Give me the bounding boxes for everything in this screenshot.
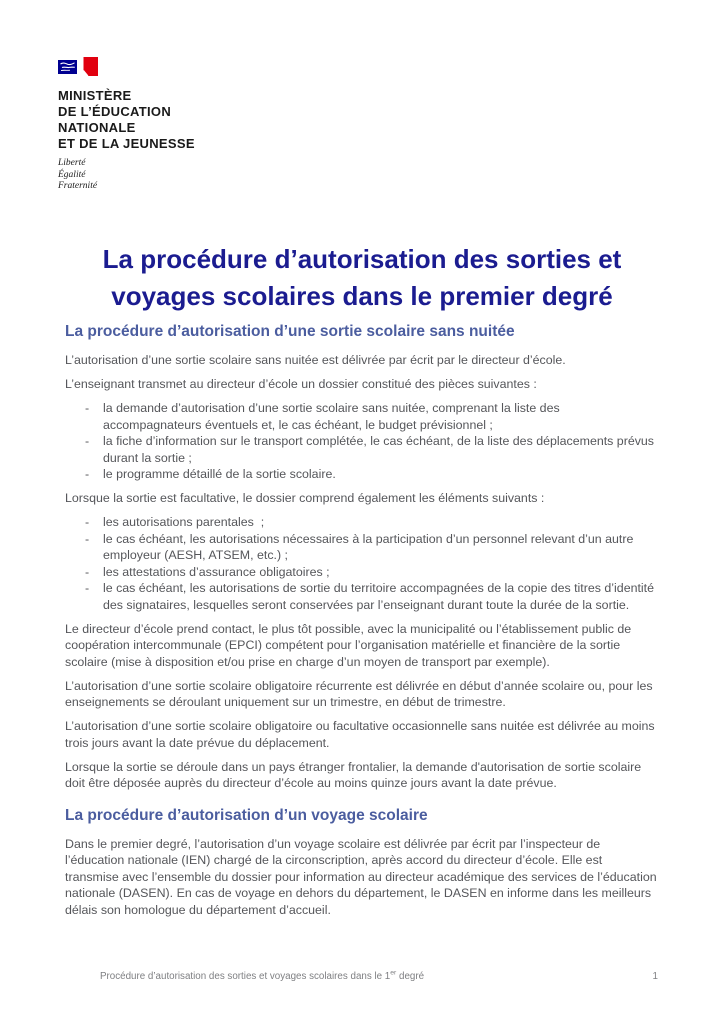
republic-motto xyxy=(58,158,195,193)
list-item-text: le cas échéant, les autorisations de sortie du territoire accompagnées de la copie des titres d’identité des signataires, lesquelles seront conservées par l’enseignant durant toute la durée de la sortie. xyxy=(103,581,655,612)
list-item xyxy=(85,514,659,531)
list-item xyxy=(85,531,659,564)
list-item xyxy=(85,433,659,466)
page-title xyxy=(65,241,659,315)
list-item-text: la fiche d’information sur le transport complétée, le cas échéant, de la liste des déplacements prévus durant la sortie ; xyxy=(103,434,654,465)
list-item-text: la demande d’autorisation d’une sortie scolaire sans nuitée, comprenant la liste des accompagnateurs éventuels et, le cas échéant, le budget prévisionnel ; xyxy=(103,401,560,432)
dash-bullet: - xyxy=(85,564,90,579)
list-item xyxy=(85,580,659,613)
ministry-logo-block xyxy=(58,57,195,193)
paragraph: L’autorisation d’une sortie scolaire obligatoire récurrente est délivrée en début d’année scolaire ou, pour les enseignements se déroulant uniquement sur un trimestre, en début de trimestre. xyxy=(65,678,653,709)
paragraph: Lorsque la sortie est facultative, le dossier comprend également les éléments suivants : xyxy=(65,491,545,505)
footer-title-ordinal: er xyxy=(390,969,397,977)
paragraph: L’autorisation d’une sortie scolaire sans nuitée est délivrée par écrit par le directeur d’école. xyxy=(65,353,566,367)
ministry-name-line: ET DE LA JEUNESSE xyxy=(58,136,195,151)
dash-bullet: - xyxy=(85,515,90,529)
section-heading-sortie-sans-nuitee: La procédure d’autorisation d’une sortie scolaire sans nuitée xyxy=(65,323,515,340)
paragraph: Lorsque la sortie se déroule dans un pays étranger frontalier, la demande d'autorisation de sortie scolaire doit être déposée auprès du directeur d’école au moins quinze jours avant la date prévue. xyxy=(65,759,642,790)
section-heading-voyage-scolaire: La procédure d’autorisation d’un voyage scolaire xyxy=(65,806,428,824)
footer-title xyxy=(100,971,424,983)
paragraph: Le directeur d’école prend contact, le plus tôt possible, avec la municipalité ou l’établissement public de coopération intercommunale (EPCI) compétent pour l’organisation matérielle et financière de la sortie scolaire (mise à disposition et/ou prise en charge d’un moyen de transport par exemple). xyxy=(65,621,632,669)
dash-bullet: - xyxy=(85,531,90,546)
paragraph: L’autorisation d’une sortie scolaire obligatoire ou facultative occasionnelle sans nuitée est délivrée au moins trois jours avant la date prévue du déplacement. xyxy=(65,719,655,750)
list-item-text: les autorisations parentales ; xyxy=(103,515,265,529)
page-title-line-2: voyages scolaires dans le premier degré xyxy=(111,281,613,311)
motto-line: Liberté xyxy=(58,158,86,168)
paragraph: Dans le premier degré, l’autorisation d’un voyage scolaire est délivrée par écrit par l’inspecteur de l’éducation nationale (IEN) chargé de la circonscription, après accord du directeur d’école. Elle est transmise avec l’ensemble du dossier pour information au directeur académique des services de l’éducation nationale (DASEN). En cas de voyage en dehors du département, le DASEN en informe dans les meilleurs délais son homologue du département d’accueil. xyxy=(65,836,657,917)
dash-bullet: - xyxy=(85,581,90,595)
ministry-name-line: MINISTÈRE xyxy=(58,88,132,103)
ministry-name-line: NATIONALE xyxy=(58,120,136,135)
page-title-line-1: La procédure d’autorisation des sorties et xyxy=(102,244,622,274)
motto-line: Égalité xyxy=(58,169,86,180)
bullet-list-sortie-facultative xyxy=(65,514,659,613)
footer-title-suffix: degré xyxy=(396,971,425,982)
footer-title-prefix: Procédure d’autorisation des sorties et voyages scolaires dans le 1 xyxy=(100,971,391,982)
french-flag-marianne-icon xyxy=(58,57,98,76)
ministry-name xyxy=(58,88,195,152)
bullet-list-dossier-pieces xyxy=(65,400,659,483)
list-item xyxy=(85,564,659,581)
document-content xyxy=(65,241,659,926)
motto-line: Fraternité xyxy=(58,181,98,191)
list-item-text: les attestations d’assurance obligatoires ; xyxy=(103,564,330,579)
paragraph: L’enseignant transmet au directeur d’école un dossier constitué des pièces suivantes : xyxy=(65,377,537,391)
list-item-text: le programme détaillé de la sortie scolaire. xyxy=(103,467,336,481)
page-number: 1 xyxy=(652,971,658,982)
list-item xyxy=(85,400,659,433)
list-item-text: le cas échéant, les autorisations nécessaires à la participation d’un personnel relevant d’un autre employeur (AESH, ATSEM, etc.) ; xyxy=(103,531,634,562)
ministry-name-line: DE L’ÉDUCATION xyxy=(58,104,172,119)
dash-bullet: - xyxy=(85,401,90,415)
list-item xyxy=(85,466,659,483)
dash-bullet: - xyxy=(85,434,90,448)
dash-bullet: - xyxy=(85,467,90,481)
page-footer xyxy=(100,971,658,983)
